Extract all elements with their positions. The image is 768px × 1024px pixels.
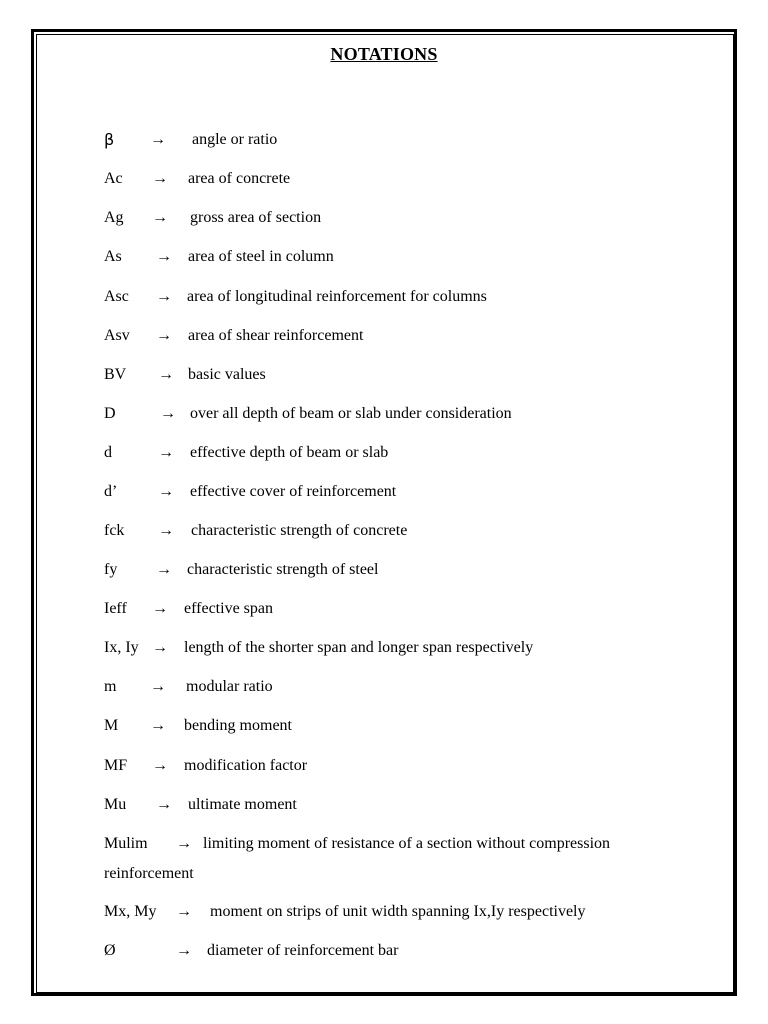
notation-meaning: area of steel in column	[188, 248, 334, 265]
notation-meaning: moment on strips of unit width spanning Ix,Iy respectively	[210, 903, 586, 920]
arrow-icon: →	[158, 366, 174, 383]
notation-meaning: modular ratio	[186, 678, 273, 695]
notation-symbol: m	[104, 678, 117, 695]
notation-meaning: area of shear reinforcement	[188, 327, 364, 344]
notation-symbol: Ieff	[104, 600, 127, 617]
notation-symbol: Ac	[104, 170, 123, 187]
notation-symbol: Mu	[104, 796, 127, 813]
arrow-icon: →	[152, 209, 168, 226]
notation-symbol: MF	[104, 757, 128, 774]
notation-symbol: d	[104, 444, 112, 461]
notation-meaning: effective depth of beam or slab	[190, 444, 389, 461]
arrow-icon: →	[156, 327, 172, 344]
arrow-icon: →	[150, 678, 166, 695]
notation-symbol: Mulim	[104, 835, 148, 852]
notation-symbol: As	[104, 248, 122, 265]
arrow-icon: →	[158, 444, 174, 461]
arrow-icon: →	[158, 483, 174, 500]
arrow-icon: →	[156, 248, 172, 265]
notation-symbol: β	[104, 130, 115, 149]
notation-meaning: over all depth of beam or slab under consideration	[190, 405, 512, 422]
arrow-icon: →	[176, 942, 192, 959]
notation-meaning: basic values	[188, 366, 266, 383]
arrow-icon: →	[156, 288, 172, 305]
notation-meaning: modification factor	[184, 757, 308, 774]
notation-meaning: area of concrete	[188, 170, 291, 187]
arrow-icon: →	[152, 600, 168, 617]
arrow-icon: →	[156, 796, 172, 813]
arrow-icon: →	[152, 757, 168, 774]
notation-meaning: ultimate moment	[188, 796, 297, 813]
arrow-icon: →	[176, 903, 192, 920]
notation-symbol: Ø	[104, 942, 116, 959]
notation-symbol: Ix, Iy	[104, 639, 139, 656]
notation-meaning: angle or ratio	[192, 131, 278, 148]
notation-meaning: length of the shorter span and longer span respectively	[184, 639, 534, 656]
notation-meaning: area of longitudinal reinforcement for columns	[187, 288, 487, 305]
arrow-icon: →	[158, 522, 174, 539]
page-title: NOTATIONS	[330, 44, 438, 64]
notation-symbol: Mx, My	[104, 903, 157, 920]
notation-symbol: Asc	[104, 288, 129, 305]
notation-symbol: fck	[104, 522, 125, 539]
notation-symbol: D	[104, 405, 116, 422]
notation-symbol: Ag	[104, 209, 124, 226]
notation-symbol: BV	[104, 366, 127, 383]
arrow-icon: →	[150, 717, 166, 734]
notation-symbol: Asv	[104, 327, 130, 344]
notation-meaning: effective cover of reinforcement	[190, 483, 397, 500]
notation-meaning: limiting moment of resistance of a section without compression	[203, 835, 611, 852]
arrow-icon: →	[150, 131, 166, 148]
arrow-icon: →	[156, 561, 172, 578]
notation-meaning: characteristic strength of steel	[187, 561, 379, 578]
notation-meaning: characteristic strength of concrete	[191, 522, 408, 539]
arrow-icon: →	[176, 835, 192, 852]
notation-meaning: effective span	[184, 600, 273, 617]
notation-meaning: diameter of reinforcement bar	[207, 942, 399, 959]
arrow-icon: →	[160, 405, 176, 422]
notation-meaning-continuation: reinforcement	[104, 865, 194, 882]
notation-meaning: bending moment	[184, 717, 292, 734]
arrow-icon: →	[152, 639, 168, 656]
notation-symbol: d’	[104, 483, 118, 500]
notation-symbol: M	[104, 717, 119, 734]
arrow-icon: →	[152, 170, 168, 187]
notation-meaning: gross area of section	[190, 209, 322, 226]
notation-symbol: fy	[104, 561, 118, 578]
